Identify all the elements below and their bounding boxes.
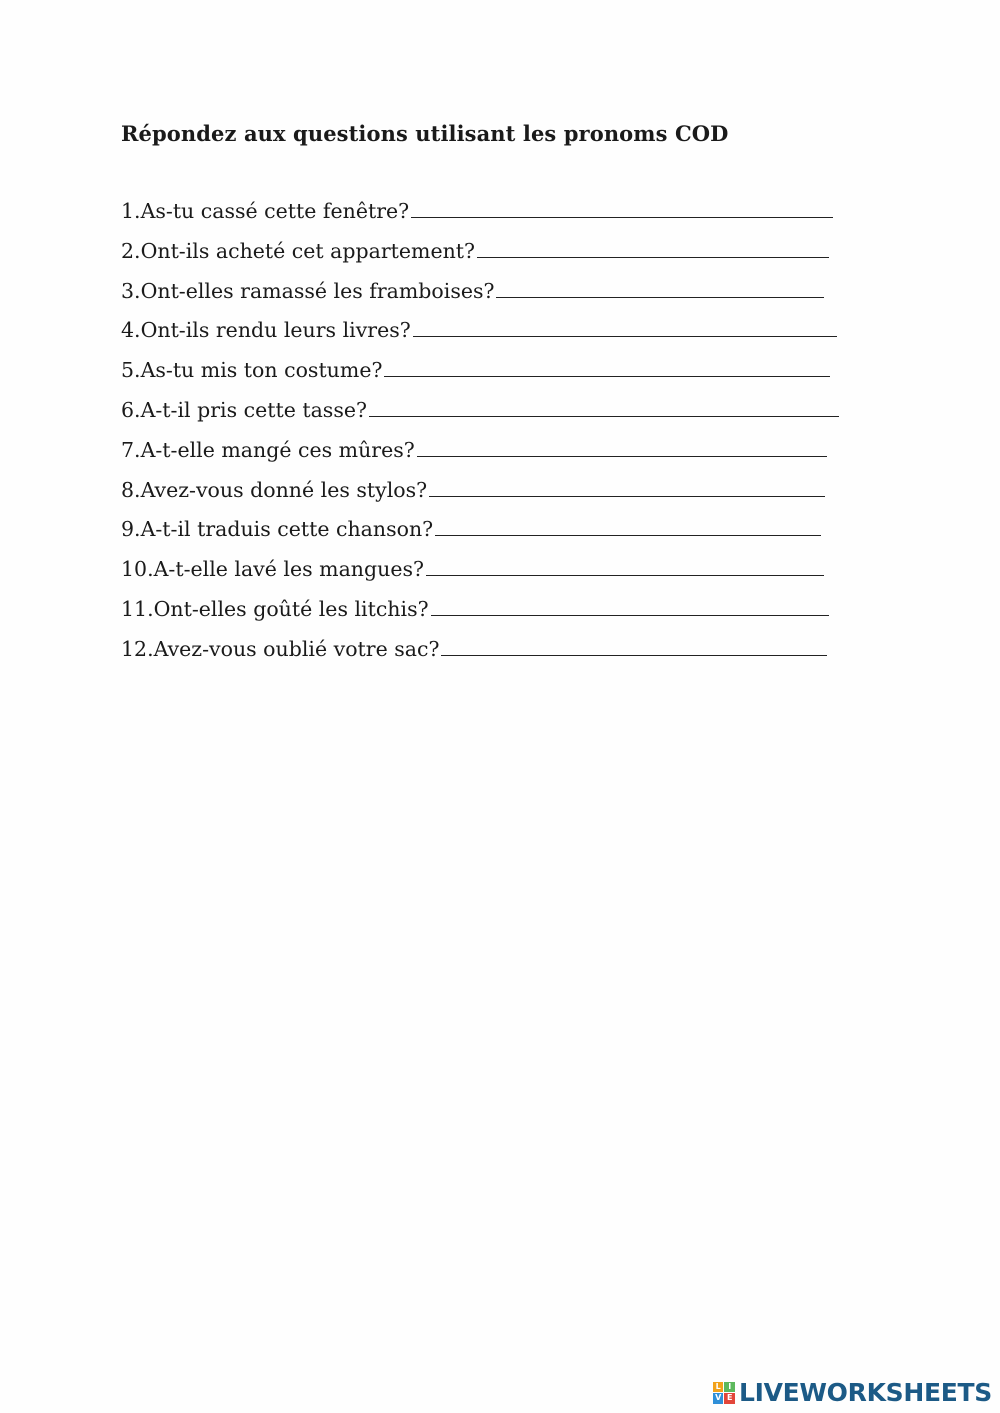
question-number: 1. bbox=[121, 199, 141, 223]
question-text: Avez-vous donné les stylos? bbox=[140, 477, 428, 502]
answer-blank[interactable] bbox=[426, 557, 824, 576]
answer-blank[interactable] bbox=[413, 318, 837, 337]
mark-letter: L bbox=[713, 1382, 724, 1393]
question-item bbox=[121, 318, 881, 358]
question-text: As-tu cassé cette fenêtre? bbox=[140, 199, 410, 223]
question-number: 5. bbox=[121, 358, 141, 383]
question-text: As-tu mis ton costume? bbox=[140, 358, 383, 383]
question-item bbox=[121, 597, 881, 637]
question-item bbox=[121, 279, 881, 319]
question-item bbox=[121, 199, 881, 239]
liveworksheets-logo[interactable] bbox=[713, 1378, 992, 1407]
question-text: A-t-elle lavé les mangues? bbox=[153, 557, 424, 582]
answer-blank[interactable] bbox=[417, 438, 827, 457]
answer-blank[interactable] bbox=[384, 358, 830, 377]
question-number: 9. bbox=[121, 517, 141, 542]
question-text: Ont-ils acheté cet appartement? bbox=[140, 238, 476, 263]
mark-letter: E bbox=[724, 1393, 735, 1404]
question-text: Ont-elles ramassé les framboises? bbox=[140, 278, 495, 303]
question-list bbox=[121, 199, 881, 677]
answer-blank[interactable] bbox=[435, 517, 821, 536]
question-number: 6. bbox=[121, 397, 141, 422]
question-number: 3. bbox=[121, 278, 141, 303]
question-text: A-t-il pris cette tasse? bbox=[140, 397, 367, 422]
question-text: Ont-ils rendu leurs livres? bbox=[140, 318, 411, 343]
question-item bbox=[121, 398, 881, 438]
question-item bbox=[121, 478, 881, 518]
liveworksheets-mark-icon bbox=[713, 1382, 735, 1404]
answer-blank[interactable] bbox=[411, 199, 833, 218]
liveworksheets-wordmark: LIVEWORKSHEETS bbox=[738, 1378, 992, 1407]
answer-blank[interactable] bbox=[431, 597, 829, 616]
answer-blank[interactable] bbox=[477, 239, 829, 258]
answer-blank[interactable] bbox=[369, 398, 839, 417]
question-text: Avez-vous oublié votre sac? bbox=[153, 636, 440, 661]
question-text: Ont-elles goûté les litchis? bbox=[153, 596, 429, 621]
mark-letter: I bbox=[724, 1382, 735, 1393]
question-number: 10. bbox=[121, 557, 154, 582]
question-item bbox=[121, 517, 881, 557]
question-item bbox=[121, 637, 881, 677]
question-number: 2. bbox=[121, 238, 141, 263]
question-number: 4. bbox=[121, 318, 141, 343]
question-text: A-t-elle mangé ces mûres? bbox=[140, 437, 415, 462]
answer-blank[interactable] bbox=[441, 637, 827, 656]
question-item bbox=[121, 358, 881, 398]
answer-blank[interactable] bbox=[429, 478, 825, 497]
question-item bbox=[121, 239, 881, 279]
answer-blank[interactable] bbox=[496, 279, 824, 298]
question-text: A-t-il traduis cette chanson? bbox=[140, 517, 434, 542]
worksheet-title: Répondez aux questions utilisant les pronoms COD bbox=[121, 121, 729, 146]
question-number: 8. bbox=[121, 477, 141, 502]
question-item bbox=[121, 438, 881, 478]
mark-letter: V bbox=[713, 1393, 724, 1404]
question-number: 11. bbox=[121, 596, 154, 621]
question-number: 7. bbox=[121, 437, 141, 462]
question-number: 12. bbox=[121, 636, 154, 661]
question-item bbox=[121, 557, 881, 597]
